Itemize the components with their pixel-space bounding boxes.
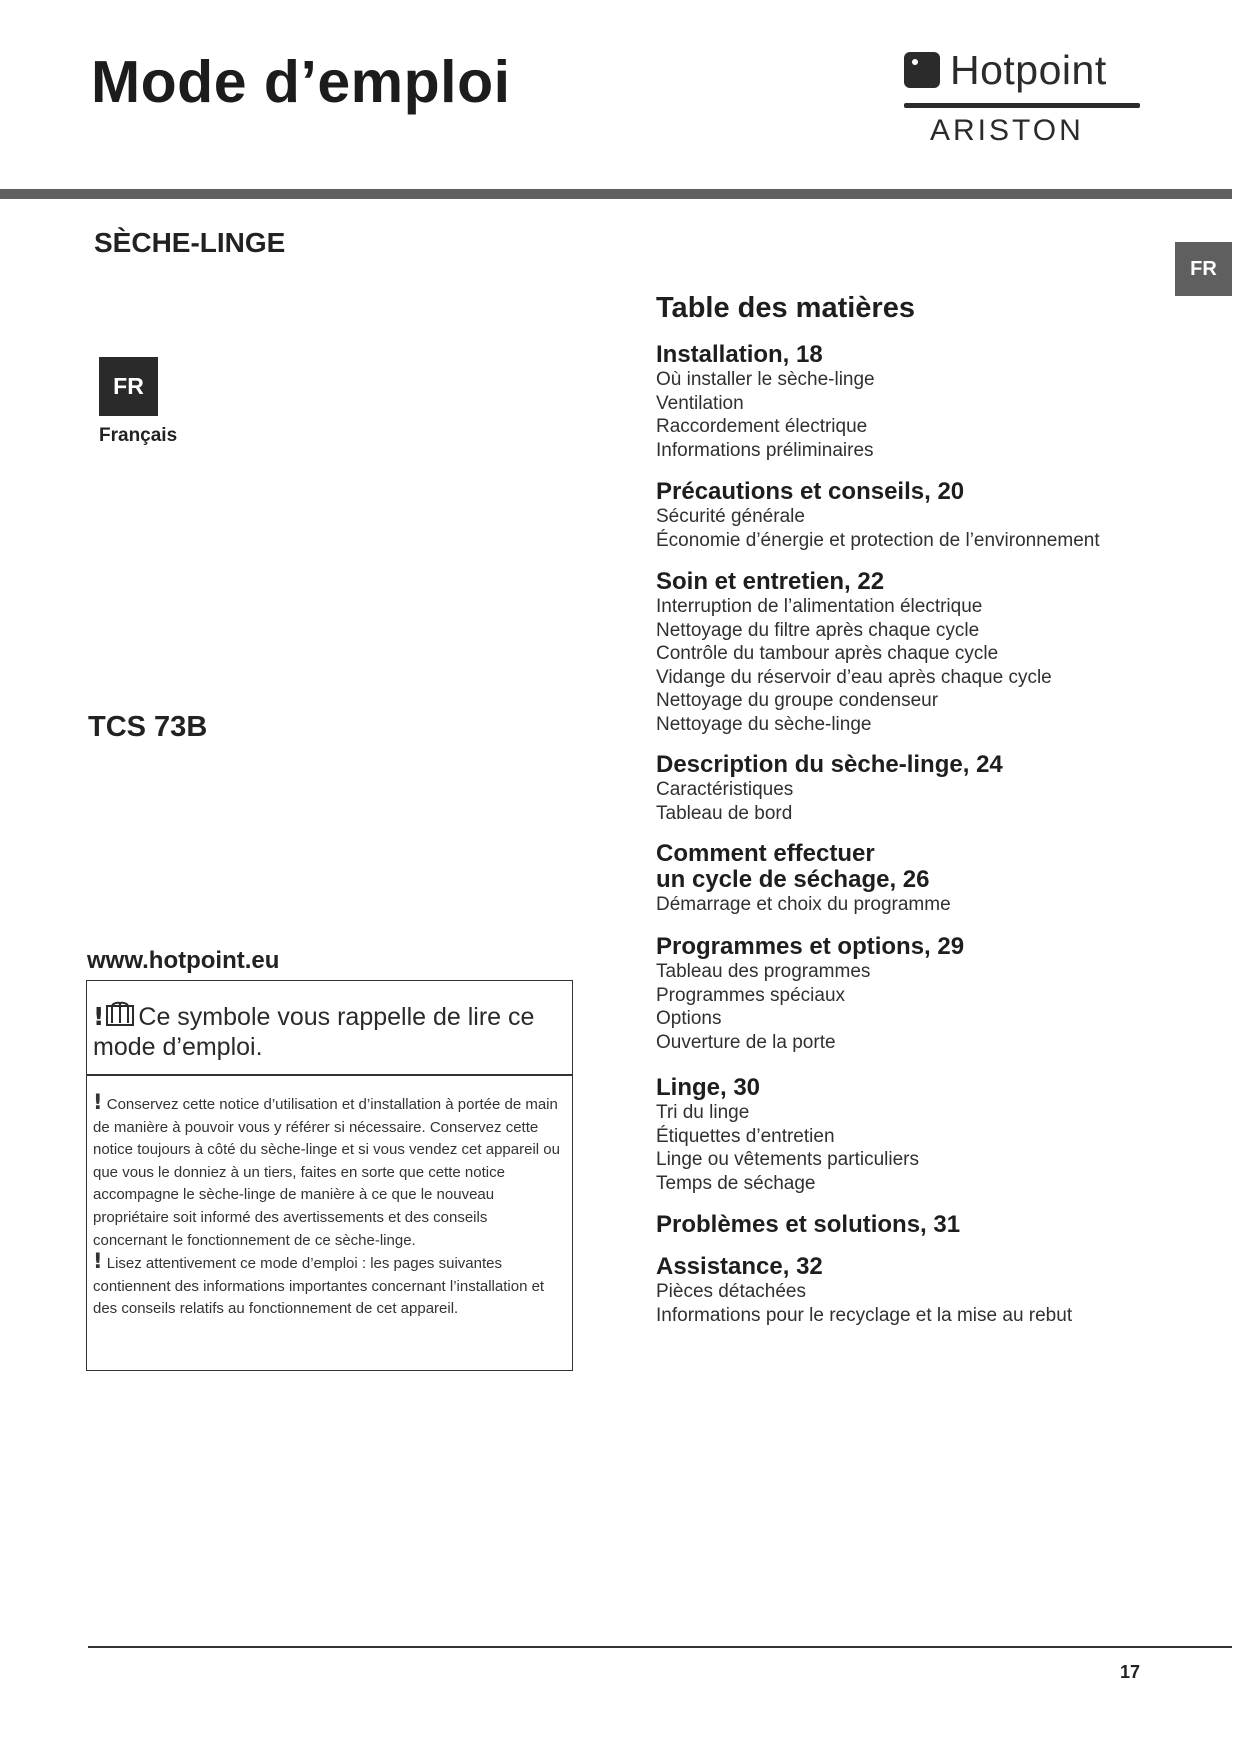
toc-section xyxy=(656,569,1196,737)
toc-item[interactable]: Vidange du réservoir d’eau après chaque cycle xyxy=(656,666,1052,688)
language-code-badge: FR xyxy=(99,357,158,416)
warning-icon: ! xyxy=(93,1090,103,1114)
toc-heading-line: Description du sèche-linge, 24 xyxy=(656,751,1003,778)
toc-heading-line: Soin et entretien, 22 xyxy=(656,568,885,595)
toc-section xyxy=(656,934,1196,1054)
hotpoint-logo-icon xyxy=(904,52,940,88)
toc-heading-line: Linge, 30 xyxy=(656,1074,761,1101)
toc-item[interactable]: Ventilation xyxy=(656,392,744,414)
toc-section-heading[interactable] xyxy=(656,841,1196,893)
toc-section-heading[interactable] xyxy=(656,569,1196,595)
logo-brand-text: Hotpoint xyxy=(950,47,1107,93)
website-link[interactable]: www.hotpoint.eu xyxy=(87,947,280,974)
toc-item-list xyxy=(656,960,1196,1054)
toc-item-list xyxy=(656,505,1196,552)
toc-item[interactable]: Linge ou vêtements particuliers xyxy=(656,1149,919,1171)
toc-section-heading[interactable] xyxy=(656,342,1196,368)
toc-item[interactable]: Pièces détachées xyxy=(656,1281,806,1302)
toc-item[interactable]: Temps de séchage xyxy=(656,1172,816,1194)
toc-item[interactable]: Démarrage et choix du programme xyxy=(656,894,951,915)
toc-section-heading[interactable] xyxy=(656,479,1196,505)
toc-heading-line: Problèmes et solutions, 31 xyxy=(656,1211,961,1238)
toc-item[interactable]: Tableau de bord xyxy=(656,802,793,824)
toc-heading-line: un cycle de séchage, 26 xyxy=(656,866,930,893)
toc-section xyxy=(656,1212,1196,1238)
toc-heading-line: Programmes et options, 29 xyxy=(656,933,965,960)
toc-item[interactable]: Ouverture de la porte xyxy=(656,1031,836,1053)
toc-section-heading[interactable] xyxy=(656,1212,1196,1238)
toc-item[interactable]: Raccordement électrique xyxy=(656,416,868,438)
toc-section xyxy=(656,841,1196,917)
toc-item[interactable]: Options xyxy=(656,1008,722,1030)
notice-paragraph: ! Lisez attentivement ce mode d’emploi : les pages suivantes contiennent des informations importantes concernant l’installation et des conseils relatifs au fonctionnement de cet appareil. xyxy=(93,1249,545,1318)
toc-item-list xyxy=(656,893,1196,917)
toc-item-list xyxy=(656,368,1196,462)
warning-icon: ! xyxy=(93,1249,103,1274)
notice-symbol-text: Ce symbole vous rappelle de lire ce mode d’emploi. xyxy=(93,1003,535,1061)
product-type: SÈCHE-LINGE xyxy=(94,227,286,258)
toc-item[interactable]: Informations préliminaires xyxy=(656,439,874,461)
toc-section xyxy=(656,752,1196,825)
manual-book-icon xyxy=(104,1001,136,1027)
toc-item[interactable]: Nettoyage du groupe condenseur xyxy=(656,690,939,712)
toc-item[interactable]: Nettoyage du sèche-linge xyxy=(656,713,872,735)
toc-section-heading[interactable] xyxy=(656,1254,1196,1280)
warning-icon: ! xyxy=(93,1002,105,1031)
toc-section xyxy=(656,479,1196,552)
toc-item[interactable]: Tri du linge xyxy=(656,1102,750,1123)
notice-body xyxy=(93,1090,563,1321)
language-side-tab: FR xyxy=(1175,242,1232,296)
toc-item[interactable]: Informations pour le recyclage et la mise au rebut xyxy=(656,1304,1073,1326)
toc-item[interactable]: Sécurité générale xyxy=(656,506,805,527)
brand-logo xyxy=(904,48,1144,148)
toc-item[interactable]: Programmes spéciaux xyxy=(656,984,846,1006)
language-name: Français xyxy=(99,425,178,446)
toc-title: Table des matières xyxy=(656,292,915,324)
toc-item-list xyxy=(656,1101,1196,1195)
toc-heading-line: Assistance, 32 xyxy=(656,1253,823,1280)
toc-item[interactable]: Caractéristiques xyxy=(656,779,794,800)
footer-divider xyxy=(88,1646,1232,1648)
toc-heading-line: Comment effectuer xyxy=(656,840,875,867)
toc-item[interactable]: Tableau des programmes xyxy=(656,961,871,982)
notice-symbol-row xyxy=(87,981,572,1076)
toc-item[interactable]: Étiquettes d’entretien xyxy=(656,1125,835,1147)
notice-box xyxy=(86,980,573,1371)
toc-item[interactable]: Économie d’énergie et protection de l’environnement xyxy=(656,529,1100,551)
toc-section-heading[interactable] xyxy=(656,1075,1196,1101)
toc-section-heading[interactable] xyxy=(656,934,1196,960)
toc-section-heading[interactable] xyxy=(656,752,1196,778)
toc-heading-line: Précautions et conseils, 20 xyxy=(656,478,965,505)
toc-section xyxy=(656,342,1196,462)
page-number: 17 xyxy=(1120,1662,1141,1682)
model-name: TCS 73B xyxy=(88,711,208,743)
toc-item-list xyxy=(656,1280,1196,1327)
toc-item[interactable]: Contrôle du tambour après chaque cycle xyxy=(656,643,999,665)
toc-item-list xyxy=(656,778,1196,825)
toc-section xyxy=(656,1254,1196,1327)
page-title: Mode d’emploi xyxy=(91,49,511,115)
toc-section xyxy=(656,1075,1196,1195)
toc-item[interactable]: Où installer le sèche-linge xyxy=(656,369,875,390)
toc-item[interactable]: Interruption de l’alimentation électrique xyxy=(656,596,983,617)
toc-item[interactable]: Nettoyage du filtre après chaque cycle xyxy=(656,619,980,641)
logo-sub-text: ARISTON xyxy=(930,114,1084,147)
logo-rule xyxy=(904,103,1140,108)
toc-heading-line: Installation, 18 xyxy=(656,341,823,368)
header-divider xyxy=(0,189,1232,199)
notice-paragraph: ! Conservez cette notice d’utilisation et d’installation à portée de main de manière à pouvoir vous y référer si nécessaire. Conservez cette notice toujours à côté du sèche-linge et si vous vendez cet appareil ou que vous le donniez à un tiers, faites en sorte que cette notice accompagne le sèche-linge de manière à ce que le nouveau propriétaire soit informé des avertissements et des conseils concernant le fonctionnement de ce sèche-linge. xyxy=(93,1090,560,1249)
toc-item-list xyxy=(656,595,1196,737)
